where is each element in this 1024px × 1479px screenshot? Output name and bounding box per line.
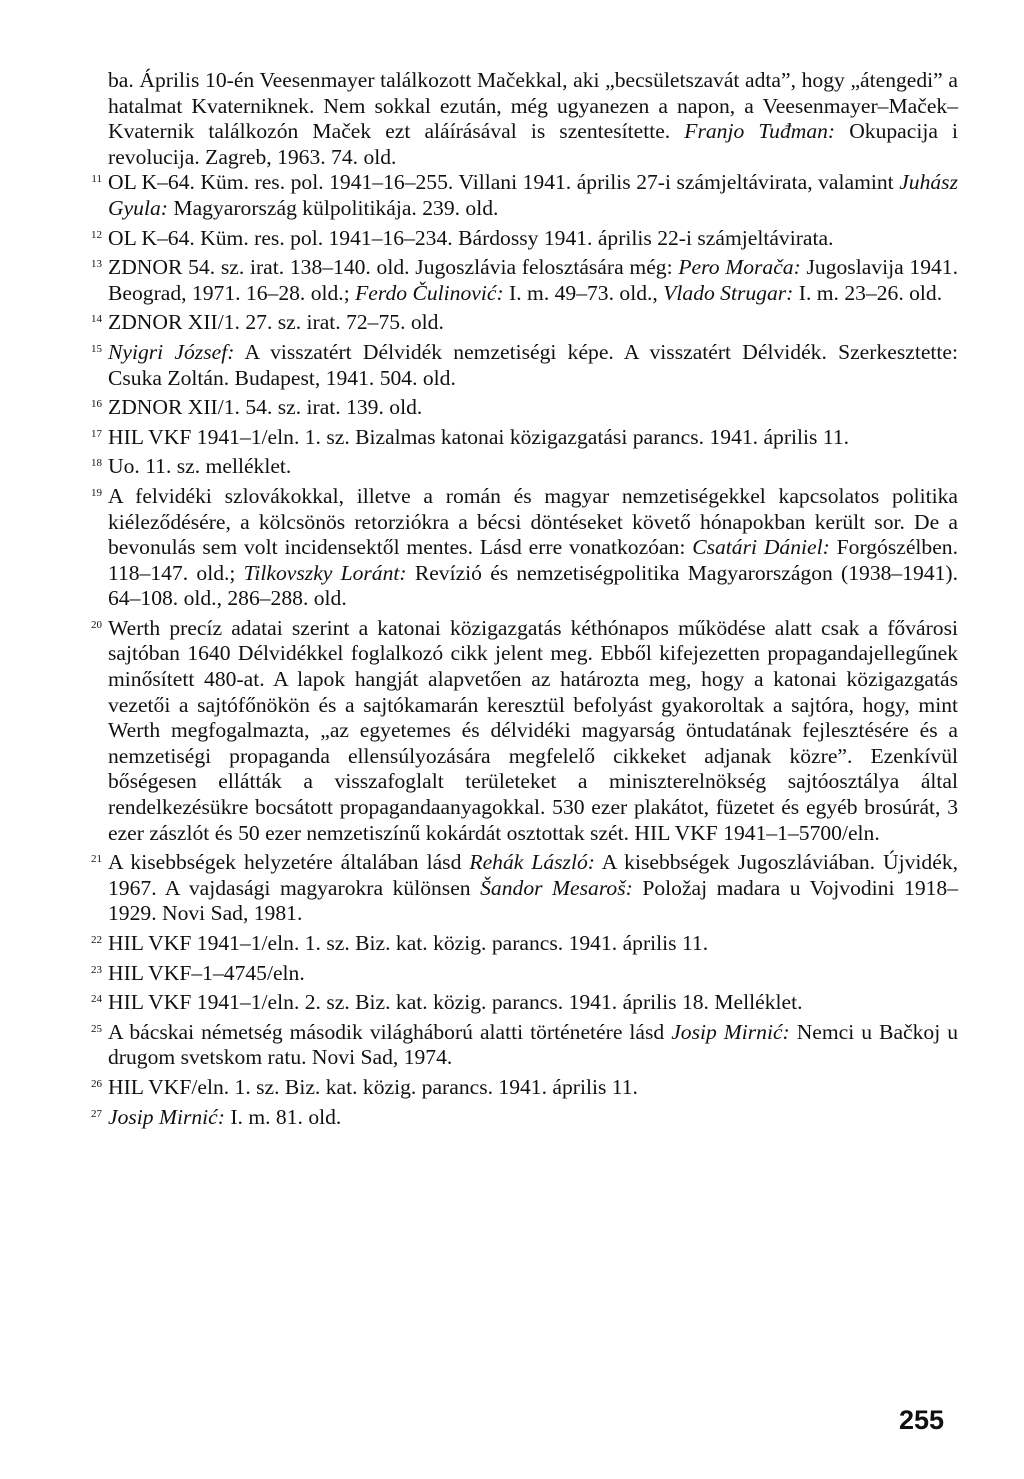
cited-author: Csatári Dániel: <box>692 535 830 560</box>
footnote-list <box>91 170 959 1130</box>
cited-author: Nyigri József: <box>108 339 235 364</box>
footnotes-column <box>91 68 959 1130</box>
footnote-text: Nyigri József: A visszatért Délvidék nemzetiségi képe. A visszatért Délvidék. Szerkesztette: Csuka Zoltán. Budapest, 1941. 504. old. <box>108 339 958 390</box>
cited-author: Tilkovszky Loránt: <box>243 560 407 585</box>
cited-author: Šandor Mesaroš: <box>480 875 633 900</box>
cited-author: Franjo Tuđman: <box>684 119 836 144</box>
cited-author: Rehák László: <box>469 850 595 875</box>
footnote-item <box>91 1019 958 1071</box>
footnote-number: 14 <box>91 313 102 326</box>
footnote-item <box>91 850 959 927</box>
footnote-number: 17 <box>91 427 102 440</box>
footnote-number: 24 <box>91 993 102 1006</box>
footnote-number: 20 <box>91 618 102 631</box>
footnote-number: 15 <box>91 342 102 355</box>
footnote-text: A kisebbségek helyzetére általában lásd Rehák László: A kisebbségek Jugoszláviában. Újvidék, 1967. A vajdasági magyarokra különsen Šandor Mesaroš: Položaj madara u Vojvodini 1918–1929. Novi Sad, 1981. <box>108 850 959 926</box>
footnote-number: 26 <box>91 1077 102 1090</box>
footnote-text: ZDNOR XII/1. 27. sz. irat. 72–75. old. <box>108 310 444 335</box>
footnote-text: A felvidéki szlovákokkal, illetve a román és magyar nemzetiségekkel kapcsolatos politika kiéleződésére, a kölcsönös retorziókra a bécsi döntéseket követő hónapokban került sor. De a bevonulás sem volt incidensektől mentes. Lásd erre vonatkozóan: Csatári Dániel: Forgószélben. 118–147. old.; Tilkovszky Loránt: Revízió és nemzetiségpolitika Magyarországon (1938–1941). 64–108. old., 286–288. old. <box>108 483 958 611</box>
footnote-number: 13 <box>91 258 102 271</box>
footnote-item <box>91 615 958 846</box>
footnote-number: 21 <box>91 853 102 866</box>
footnote-text: A bácskai németség második világháború alatti történetére lásd Josip Mirnić: Nemci u Bačkoj u drugom svetskom ratu. Novi Sad, 1974. <box>108 1019 958 1070</box>
footnote-item <box>91 990 958 1016</box>
footnote-text: HIL VKF/eln. 1. sz. Biz. kat. közig. parancs. 1941. április 11. <box>108 1074 638 1099</box>
footnote-text: HIL VKF 1941–1/eln. 1. sz. Biz. kat. közig. parancs. 1941. április 11. <box>108 931 709 955</box>
cited-author: Juhász Gyula: <box>108 170 958 220</box>
footnote-item <box>91 960 958 987</box>
footnote-number: 23 <box>91 963 102 976</box>
footnote-item <box>91 395 958 421</box>
footnote-text: HIL VKF 1941–1/eln. 2. sz. Biz. kat. közig. parancs. 1941. április 18. Melléklet. <box>108 990 803 1015</box>
footnote-text: OL K–64. Küm. res. pol. 1941–16–234. Bárdossy 1941. április 22-i számjeltávirata. <box>108 225 834 250</box>
footnote-item <box>91 424 958 451</box>
footnote-number: 19 <box>91 486 102 499</box>
footnote-number: 22 <box>91 934 102 946</box>
footnote-item <box>91 255 958 306</box>
footnote-text: ZDNOR 54. sz. irat. 138–140. old. Jugoszlávia felosztására még: Pero Morača: Jugoslavija 1941. Beograd, 1971. 16–28. old.; Ferdo Čulinović: I. m. 49–73. old., Vlado Strugar: I. m. 23–26. old. <box>108 255 958 305</box>
cited-author: Ferdo Čulinović: <box>355 280 504 305</box>
footnote-item <box>91 310 958 336</box>
footnote-number: 27 <box>91 1107 102 1120</box>
footnote-item <box>91 339 958 391</box>
cited-author: Pero Morača: <box>678 255 801 280</box>
footnote-text: Josip Mirnić: I. m. 81. old. <box>108 1104 342 1129</box>
footnote-number: 18 <box>91 457 102 470</box>
footnote-number: 25 <box>91 1022 102 1035</box>
footnote-text: OL K–64. Küm. res. pol. 1941–16–255. Villani 1941. április 27-i számjeltávirata, valamint Juhász Gyula: Magyarország külpolitikája. 239. old. <box>108 170 958 220</box>
cited-author: Josip Mirnić: <box>108 1104 225 1129</box>
footnote-number: 12 <box>91 228 102 241</box>
footnote-item <box>91 1104 958 1131</box>
footnote-item <box>91 1074 958 1101</box>
footnote-text: Uo. 11. sz. melléklet. <box>108 454 292 479</box>
footnote-number: 11 <box>91 173 102 186</box>
cited-author: Josip Mirnić: <box>671 1019 790 1044</box>
footnote-item <box>91 454 958 480</box>
footnote-number: 16 <box>91 398 102 411</box>
footnote-text: Werth precíz adatai szerint a katonai közigazgatás kéthónapos működése alatt csak a fővárosi sajtóban 1640 Délvidékkel foglalkozó cikk jelent meg. Ebből kifejezetten propagandajellegűnek minősített 480-at. A lapok hangját alapvetően az határozta meg, hogy a katonai közigazgatás vezetői a sajtófőnökön és a sajtókamarán keresztül befolyást gyakoroltak a sajtóra, hogy, mint Werth megfogalmazta, „az egyetemes és délvidéki magyarság öntudatának fejlesztésére és a nemzetiségi propaganda ellensúlyozására megfelelő cikkeket adjanak közre”. Ezenkívül bőségesen ellátták a visszafoglalt területeket a miniszterelnökség sajtóosztálya által rendelkezésükre bocsátott propagandaanyagokkal. 530 ezer plakátot, füzetet és egyéb brosúrát, 3 ezer zászlót és 50 ezer nemzetiszínű kokárdát osztottak szét. HIL VKF 1941–1–5700/eln. <box>108 615 958 845</box>
footnote-continuation: ba. Április 10-én Veesenmayer találkozott Mačekkal, aki „becsületszavát adta”, hogy „átengedi” a hatalmat Kvaterniknek. Nem sokkal ezután, még ugyanezen a napon, a Veesenmayer–Maček–Kvaternik találkozón Maček ezt aláírásával is szentesítette. Franjo Tuđman: Okupacija i revolucija. Zagreb, 1963. 74. old. <box>108 68 958 169</box>
footnote-text: HIL VKF–1–4745/eln. <box>108 960 305 985</box>
footnote-text: HIL VKF 1941–1/eln. 1. sz. Bizalmas katonai közigazgatási parancs. 1941. április 11. <box>108 424 850 449</box>
footnote-text: ZDNOR XII/1. 54. sz. irat. 139. old. <box>108 395 423 420</box>
footnote-item <box>91 483 958 612</box>
page-number: 255 <box>898 1405 944 1435</box>
footnote-item <box>91 931 958 957</box>
cited-author: Vlado Strugar: <box>663 280 794 305</box>
footnote-item <box>91 225 958 252</box>
footnote-item <box>91 170 958 221</box>
